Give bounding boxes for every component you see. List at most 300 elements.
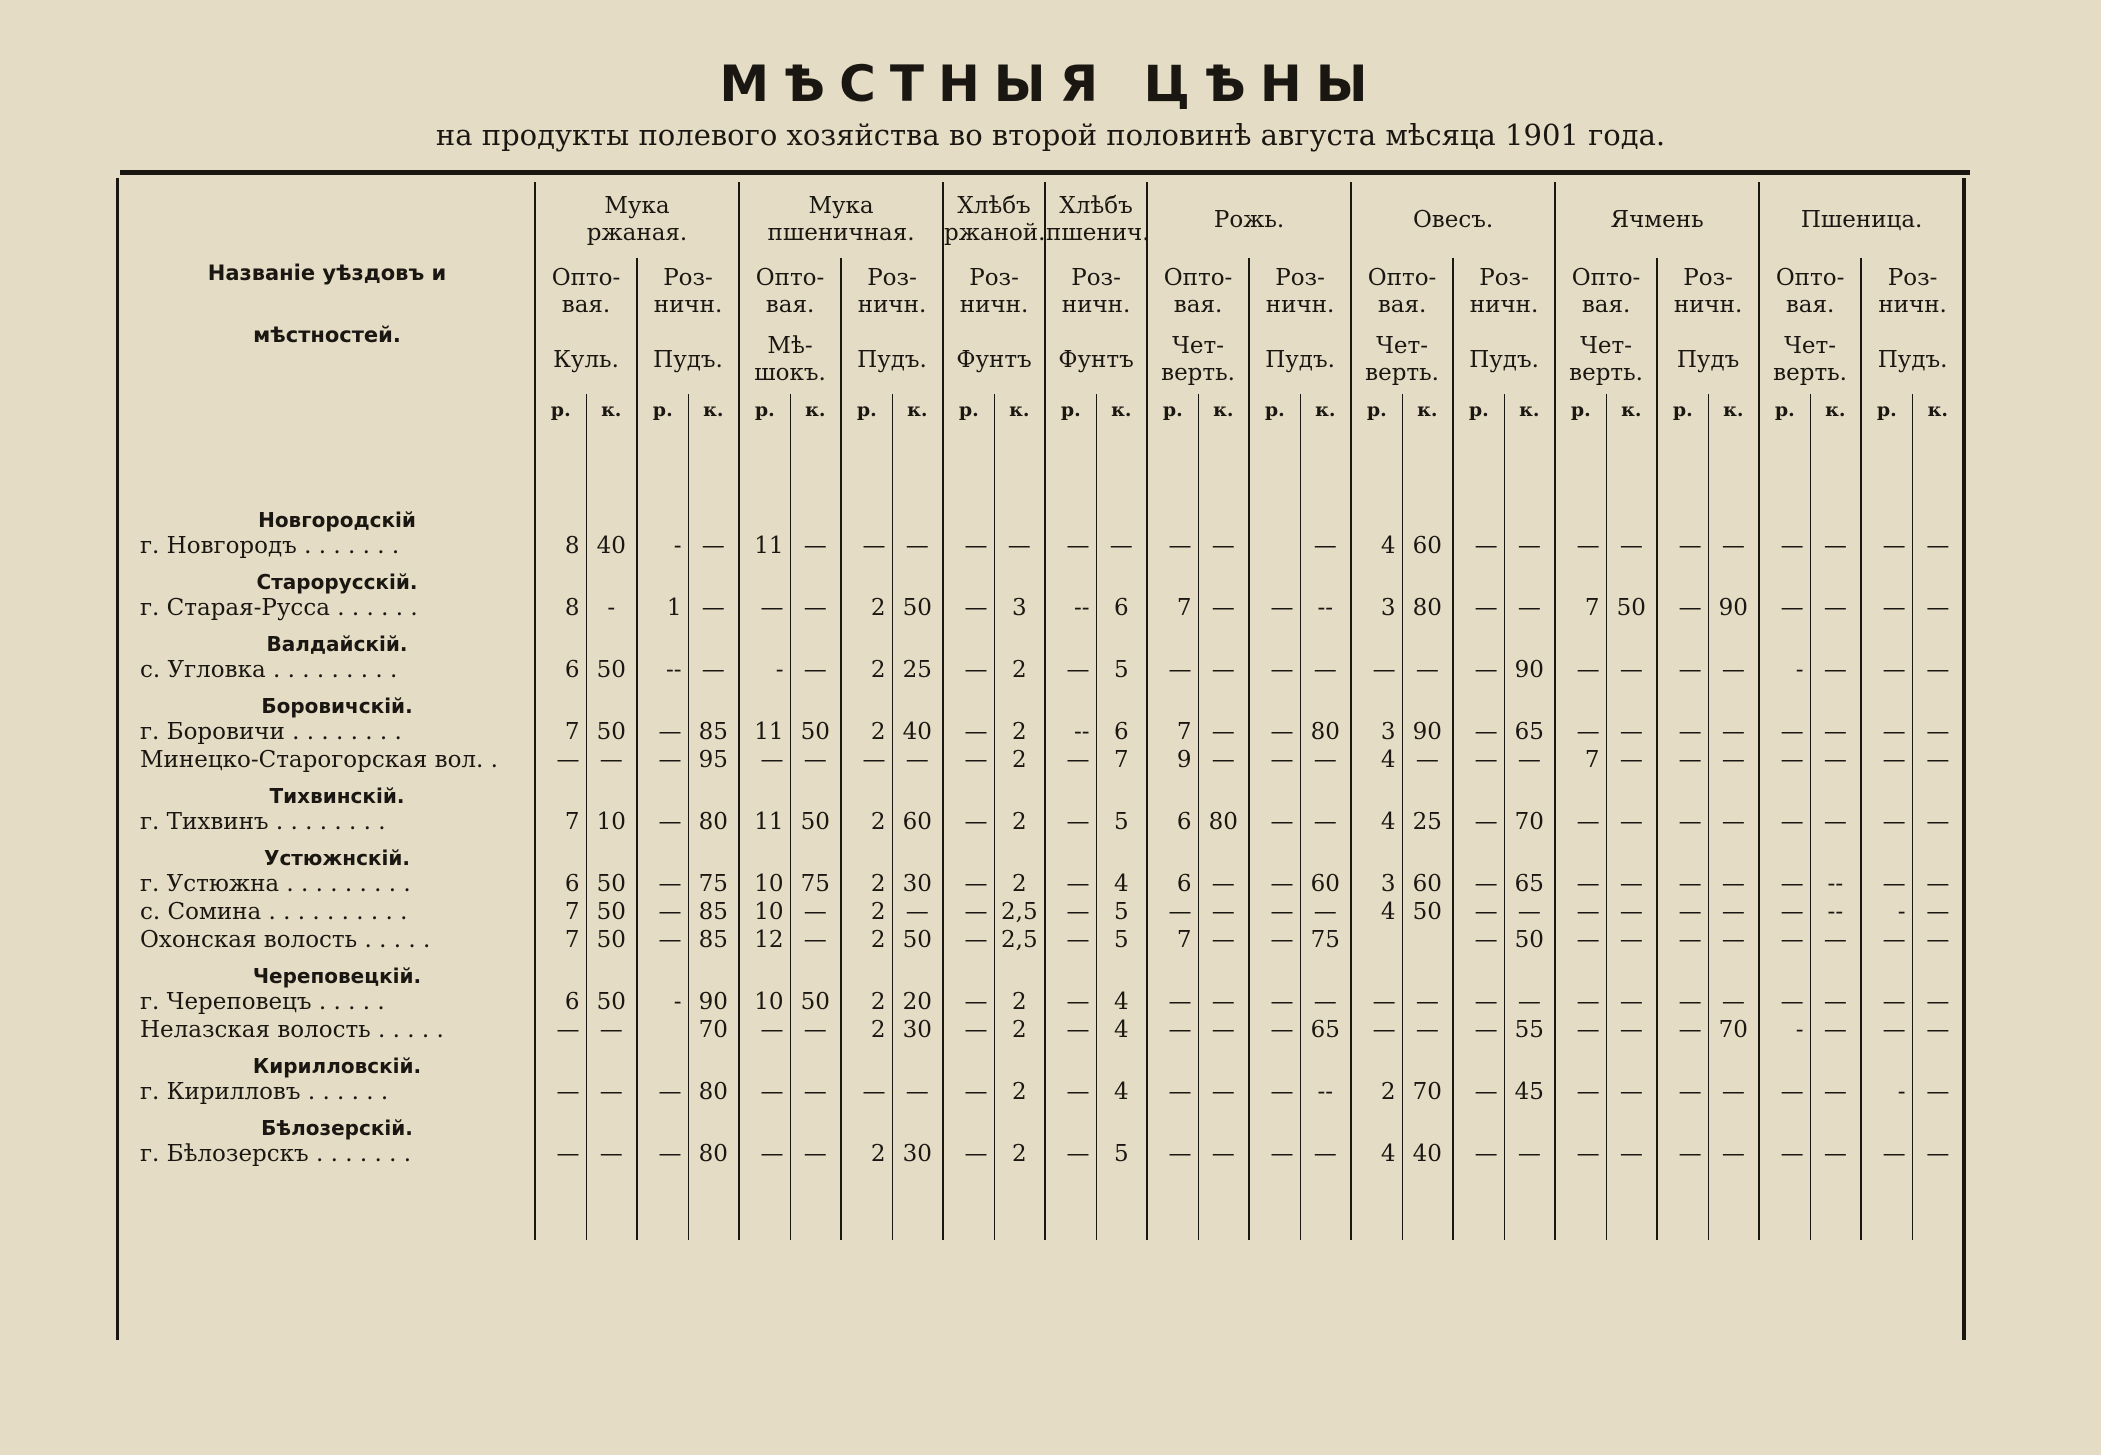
- rubles-cell: 11: [739, 718, 790, 746]
- kopecks-cell: [688, 1106, 739, 1140]
- rubles-cell: [1453, 774, 1504, 808]
- rubles-cell: —: [1045, 532, 1096, 560]
- rubles-cell: —: [1861, 1016, 1912, 1044]
- kopecks-cell: [1300, 1168, 1351, 1240]
- rubles-cell: [1045, 954, 1096, 988]
- rubles-cell: [841, 1044, 892, 1078]
- kopecks-header: к.: [1810, 394, 1861, 426]
- kopecks-cell: [688, 1168, 739, 1240]
- district-name: Валдайскій.: [266, 632, 408, 656]
- rubles-cell: —: [1759, 1078, 1810, 1106]
- rubles-cell: [1657, 498, 1708, 532]
- sale-type-header: Роз- ничн.: [943, 258, 1045, 326]
- kopecks-cell: [1504, 1168, 1555, 1240]
- kopecks-cell: [1096, 1106, 1147, 1140]
- rubles-cell: [1555, 498, 1606, 532]
- rubles-cell: [739, 1168, 790, 1240]
- rubles-cell: [1657, 560, 1708, 594]
- rubles-cell: 9: [1147, 746, 1198, 774]
- kopecks-header: к.: [1300, 394, 1351, 426]
- rubles-cell: [1453, 622, 1504, 656]
- kopecks-cell: —: [790, 656, 841, 684]
- rubles-cell: —: [535, 746, 586, 774]
- rubles-cell: —: [1045, 870, 1096, 898]
- table-row: [120, 656, 1963, 684]
- kopecks-cell: [586, 774, 637, 808]
- kopecks-cell: [1912, 498, 1963, 532]
- rubles-cell: [739, 836, 790, 870]
- rubles-cell: 2: [841, 1140, 892, 1168]
- kopecks-cell: 3: [994, 594, 1045, 622]
- kopecks-cell: [892, 1106, 943, 1140]
- kopecks-cell: [1300, 622, 1351, 656]
- kopecks-cell: —: [1606, 988, 1657, 1016]
- kopecks-cell: [1810, 498, 1861, 532]
- rubles-cell: [1861, 560, 1912, 594]
- kopecks-cell: [1300, 426, 1351, 498]
- rubles-cell: [1657, 836, 1708, 870]
- kopecks-cell: [1300, 836, 1351, 870]
- kopecks-cell: 2: [994, 656, 1045, 684]
- kopecks-cell: [994, 684, 1045, 718]
- rubles-cell: —: [1861, 718, 1912, 746]
- rubles-cell: [1555, 836, 1606, 870]
- kopecks-cell: [1300, 954, 1351, 988]
- rubles-cell: [841, 1106, 892, 1140]
- rubles-cell: [535, 774, 586, 808]
- table-row: [120, 988, 1963, 1016]
- kopecks-header: к.: [892, 394, 943, 426]
- rubles-cell: —: [739, 594, 790, 622]
- sale-type-header: Роз- ничн.: [1453, 258, 1555, 326]
- kopecks-cell: —: [1810, 808, 1861, 836]
- kopecks-header: к.: [1708, 394, 1759, 426]
- kopecks-cell: —: [1708, 1078, 1759, 1106]
- unit-header: Чет- верть.: [1759, 326, 1861, 394]
- kopecks-cell: [1402, 1106, 1453, 1140]
- kopecks-cell: 50: [790, 988, 841, 1016]
- rubles-cell: --: [1045, 718, 1096, 746]
- unit-header: Чет- верть.: [1351, 326, 1453, 394]
- rubles-cell: [1045, 426, 1096, 498]
- kopecks-cell: [1096, 498, 1147, 532]
- place-name: с. Угловка . . . . . . . . .: [140, 657, 398, 683]
- kopecks-cell: —: [1708, 718, 1759, 746]
- rubles-cell: [1759, 1044, 1810, 1078]
- product-header: Хлѣбъ ржаной.: [943, 182, 1045, 258]
- rubles-header: р.: [1147, 394, 1198, 426]
- kopecks-cell: —: [1402, 1016, 1453, 1044]
- rubles-cell: [1861, 1044, 1912, 1078]
- kopecks-cell: 25: [1402, 808, 1453, 836]
- rubles-header: р.: [1861, 394, 1912, 426]
- table-row: [120, 718, 1963, 746]
- rubles-cell: [1861, 684, 1912, 718]
- kopecks-cell: [688, 560, 739, 594]
- rubles-cell: [739, 774, 790, 808]
- rubles-cell: [1657, 1044, 1708, 1078]
- kopecks-cell: 90: [1402, 718, 1453, 746]
- kopecks-cell: —: [1708, 988, 1759, 1016]
- kopecks-cell: 2: [994, 746, 1045, 774]
- rubles-cell: 7: [1147, 718, 1198, 746]
- rubles-cell: [535, 836, 586, 870]
- rubles-cell: [1453, 684, 1504, 718]
- rubles-cell: [841, 774, 892, 808]
- rubles-cell: —: [1147, 656, 1198, 684]
- kopecks-cell: 85: [688, 898, 739, 926]
- kopecks-cell: 50: [790, 718, 841, 746]
- product-header: Рожь.: [1147, 182, 1351, 258]
- kopecks-cell: 50: [1606, 594, 1657, 622]
- kopecks-cell: —: [1708, 1140, 1759, 1168]
- rubles-cell: [1045, 1106, 1096, 1140]
- kopecks-cell: [586, 954, 637, 988]
- rubles-cell: 2: [841, 808, 892, 836]
- kopecks-cell: 2: [994, 1078, 1045, 1106]
- kopecks-cell: —: [1402, 988, 1453, 1016]
- rubles-cell: [1453, 954, 1504, 988]
- rubles-cell: 2: [841, 656, 892, 684]
- rubles-cell: —: [841, 1078, 892, 1106]
- district-name: Боровичскій.: [261, 694, 413, 718]
- kopecks-cell: [1504, 498, 1555, 532]
- kopecks-cell: 80: [1402, 594, 1453, 622]
- header-row-products: [120, 182, 1963, 258]
- rubles-cell: —: [1147, 1016, 1198, 1044]
- kopecks-cell: [1606, 560, 1657, 594]
- district-row: [120, 1044, 1963, 1078]
- kopecks-cell: 5: [1096, 926, 1147, 954]
- rubles-cell: [841, 498, 892, 532]
- rubles-cell: [739, 426, 790, 498]
- kopecks-cell: [892, 498, 943, 532]
- kopecks-cell: 40: [892, 718, 943, 746]
- rubles-cell: —: [943, 746, 994, 774]
- kopecks-cell: —: [1198, 746, 1249, 774]
- rubles-cell: —: [841, 746, 892, 774]
- rubles-cell: [1759, 1106, 1810, 1140]
- kopecks-cell: —: [1606, 1140, 1657, 1168]
- kopecks-cell: [1912, 774, 1963, 808]
- kopecks-cell: [688, 426, 739, 498]
- rubles-cell: —: [1453, 656, 1504, 684]
- rubles-cell: —: [535, 1078, 586, 1106]
- kopecks-cell: [1198, 684, 1249, 718]
- kopecks-cell: [1708, 1168, 1759, 1240]
- kopecks-cell: [586, 1168, 637, 1240]
- kopecks-cell: --: [1810, 898, 1861, 926]
- rubles-cell: [1759, 622, 1810, 656]
- kopecks-cell: 50: [586, 870, 637, 898]
- kopecks-cell: —: [1402, 746, 1453, 774]
- kopecks-cell: [1198, 622, 1249, 656]
- rubles-cell: 11: [739, 532, 790, 560]
- rubles-cell: —: [739, 1140, 790, 1168]
- rubles-cell: —: [1657, 898, 1708, 926]
- kopecks-cell: 90: [1708, 594, 1759, 622]
- rubles-cell: —: [1453, 718, 1504, 746]
- rubles-cell: [535, 1044, 586, 1078]
- rubles-cell: [841, 836, 892, 870]
- rubles-cell: [943, 954, 994, 988]
- rubles-cell: —: [1045, 746, 1096, 774]
- rubles-cell: [1453, 560, 1504, 594]
- kopecks-cell: [790, 560, 841, 594]
- kopecks-cell: 50: [790, 808, 841, 836]
- kopecks-cell: —: [1606, 1016, 1657, 1044]
- rubles-cell: —: [1759, 898, 1810, 926]
- kopecks-cell: [892, 560, 943, 594]
- kopecks-cell: 75: [1300, 926, 1351, 954]
- district-name: Кирилловскій.: [252, 1054, 422, 1078]
- kopecks-cell: [1912, 836, 1963, 870]
- kopecks-cell: —: [688, 594, 739, 622]
- kopecks-cell: —: [1198, 898, 1249, 926]
- kopecks-cell: [688, 954, 739, 988]
- rubles-cell: —: [1555, 926, 1606, 954]
- kopecks-cell: 5: [1096, 898, 1147, 926]
- rubles-cell: [1147, 684, 1198, 718]
- kopecks-cell: [1912, 560, 1963, 594]
- kopecks-cell: [1198, 836, 1249, 870]
- kopecks-cell: [1300, 774, 1351, 808]
- rubles-cell: —: [1759, 1140, 1810, 1168]
- rubles-cell: [1045, 684, 1096, 718]
- rubles-cell: —: [1249, 1078, 1300, 1106]
- kopecks-cell: 80: [1198, 808, 1249, 836]
- rubles-cell: —: [1351, 656, 1402, 684]
- kopecks-cell: —: [1708, 746, 1759, 774]
- rubles-cell: [1555, 426, 1606, 498]
- rubles-cell: —: [637, 898, 688, 926]
- rubles-cell: 10: [739, 870, 790, 898]
- kopecks-cell: [892, 1044, 943, 1078]
- product-header: Овесъ.: [1351, 182, 1555, 258]
- kopecks-cell: [586, 684, 637, 718]
- rubles-cell: —: [1249, 656, 1300, 684]
- rubles-cell: [1249, 622, 1300, 656]
- rubles-cell: —: [1555, 870, 1606, 898]
- unit-header: Фунтъ: [1045, 326, 1147, 394]
- rubles-cell: [1555, 954, 1606, 988]
- rubles-cell: [1861, 1168, 1912, 1240]
- kopecks-cell: 4: [1096, 1078, 1147, 1106]
- kopecks-cell: 50: [586, 926, 637, 954]
- rubles-cell: --: [637, 656, 688, 684]
- kopecks-cell: [1300, 1106, 1351, 1140]
- sale-type-header: Роз- ничн.: [1861, 258, 1963, 326]
- kopecks-cell: [1708, 1044, 1759, 1078]
- rubles-cell: 8: [535, 532, 586, 560]
- rubles-cell: —: [1045, 656, 1096, 684]
- rubles-cell: [1249, 774, 1300, 808]
- rubles-cell: —: [1249, 718, 1300, 746]
- rubles-cell: —: [1759, 594, 1810, 622]
- rubles-cell: [1351, 684, 1402, 718]
- rubles-cell: 7: [535, 718, 586, 746]
- kopecks-cell: [1402, 954, 1453, 988]
- rubles-cell: [943, 684, 994, 718]
- rubles-cell: 3: [1351, 870, 1402, 898]
- kopecks-cell: 65: [1300, 1016, 1351, 1044]
- rubles-cell: 6: [1147, 870, 1198, 898]
- kopecks-cell: [1810, 1044, 1861, 1078]
- kopecks-cell: --: [1300, 1078, 1351, 1106]
- rubles-cell: [1555, 684, 1606, 718]
- kopecks-cell: 2: [994, 808, 1045, 836]
- kopecks-cell: —: [790, 1140, 841, 1168]
- kopecks-cell: 5: [1096, 1140, 1147, 1168]
- kopecks-cell: —: [586, 1140, 637, 1168]
- rubles-cell: —: [637, 1140, 688, 1168]
- kopecks-cell: —: [790, 926, 841, 954]
- rubles-cell: —: [637, 746, 688, 774]
- district-row: [120, 684, 1963, 718]
- rubles-cell: [637, 1168, 688, 1240]
- rubles-cell: [1147, 836, 1198, 870]
- rubles-cell: —: [1555, 532, 1606, 560]
- kopecks-cell: —: [1708, 898, 1759, 926]
- kopecks-cell: —: [1198, 988, 1249, 1016]
- kopecks-cell: [994, 1106, 1045, 1140]
- kopecks-cell: 20: [892, 988, 943, 1016]
- kopecks-cell: [688, 1044, 739, 1078]
- kopecks-cell: —: [586, 746, 637, 774]
- rubles-cell: [1045, 498, 1096, 532]
- table-row: [120, 1140, 1963, 1168]
- kopecks-cell: —: [1606, 718, 1657, 746]
- rubles-cell: —: [637, 1078, 688, 1106]
- kopecks-cell: 65: [1504, 870, 1555, 898]
- kopecks-cell: —: [1912, 594, 1963, 622]
- title-rule: [120, 170, 1970, 175]
- rubles-cell: [739, 684, 790, 718]
- rubles-cell: 10: [739, 898, 790, 926]
- kopecks-cell: [1708, 622, 1759, 656]
- rubles-cell: —: [739, 1078, 790, 1106]
- table-row: [120, 808, 1963, 836]
- kopecks-cell: [688, 622, 739, 656]
- rubles-cell: [943, 774, 994, 808]
- kopecks-cell: 90: [688, 988, 739, 1016]
- rubles-cell: —: [943, 656, 994, 684]
- kopecks-cell: [1606, 1044, 1657, 1078]
- kopecks-cell: [1198, 498, 1249, 532]
- place-name: г. Кирилловъ . . . . . .: [140, 1079, 389, 1105]
- kopecks-cell: [1402, 560, 1453, 594]
- sale-type-header: Роз- ничн.: [1045, 258, 1147, 326]
- kopecks-cell: —: [892, 532, 943, 560]
- kopecks-header: к.: [994, 394, 1045, 426]
- kopecks-cell: 2: [994, 988, 1045, 1016]
- kopecks-cell: —: [1912, 898, 1963, 926]
- rubles-cell: —: [1453, 808, 1504, 836]
- kopecks-cell: 30: [892, 870, 943, 898]
- rubles-cell: —: [943, 594, 994, 622]
- district-name: Тихвинскій.: [269, 784, 405, 808]
- table-spacer-row: [120, 426, 1963, 498]
- rubles-cell: [1759, 774, 1810, 808]
- kopecks-cell: --: [1300, 594, 1351, 622]
- kopecks-cell: [1606, 622, 1657, 656]
- kopecks-cell: [1708, 560, 1759, 594]
- rubles-cell: —: [1249, 988, 1300, 1016]
- kopecks-cell: —: [1606, 808, 1657, 836]
- kopecks-cell: [1198, 1106, 1249, 1140]
- kopecks-cell: [1198, 954, 1249, 988]
- rubles-cell: —: [1351, 988, 1402, 1016]
- kopecks-cell: 5: [1096, 808, 1147, 836]
- unit-header: Пудъ: [1657, 326, 1759, 394]
- rubles-cell: —: [1045, 808, 1096, 836]
- kopecks-cell: [1198, 426, 1249, 498]
- kopecks-cell: [790, 498, 841, 532]
- kopecks-cell: [994, 774, 1045, 808]
- rubles-cell: —: [1045, 988, 1096, 1016]
- kopecks-cell: —: [1708, 808, 1759, 836]
- kopecks-cell: [1912, 1168, 1963, 1240]
- rubles-cell: [841, 1168, 892, 1240]
- rubles-cell: —: [1657, 656, 1708, 684]
- kopecks-cell: [1810, 684, 1861, 718]
- table-header: [120, 182, 1963, 426]
- kopecks-cell: [1300, 498, 1351, 532]
- table-row: [120, 1016, 1963, 1044]
- rubles-cell: 2: [841, 1016, 892, 1044]
- rubles-cell: [943, 622, 994, 656]
- table-row: [120, 870, 1963, 898]
- kopecks-header: к.: [1096, 394, 1147, 426]
- rubles-cell: 4: [1351, 808, 1402, 836]
- product-header: Пшеница.: [1759, 182, 1963, 258]
- kopecks-cell: [1096, 1168, 1147, 1240]
- kopecks-cell: [994, 1168, 1045, 1240]
- kopecks-cell: 85: [688, 926, 739, 954]
- rubles-cell: —: [1249, 898, 1300, 926]
- kopecks-cell: [688, 684, 739, 718]
- kopecks-cell: —: [1810, 594, 1861, 622]
- kopecks-cell: [1504, 836, 1555, 870]
- rubles-cell: [637, 1044, 688, 1078]
- tail-name-cell: [120, 1168, 535, 1240]
- rubles-cell: —: [943, 1078, 994, 1106]
- rubles-cell: [637, 1016, 688, 1044]
- rubles-cell: 4: [1351, 532, 1402, 560]
- kopecks-cell: —: [892, 746, 943, 774]
- kopecks-cell: [1096, 774, 1147, 808]
- district-row: [120, 954, 1963, 988]
- rubles-cell: [1147, 426, 1198, 498]
- rubles-cell: [1351, 560, 1402, 594]
- product-header: Ячмень: [1555, 182, 1759, 258]
- rubles-cell: 4: [1351, 1140, 1402, 1168]
- kopecks-cell: —: [1300, 898, 1351, 926]
- rubles-cell: -: [1861, 1078, 1912, 1106]
- rubles-cell: —: [1453, 594, 1504, 622]
- district-name: Череповецкій.: [252, 964, 422, 988]
- kopecks-cell: —: [1198, 1016, 1249, 1044]
- kopecks-cell: [1504, 560, 1555, 594]
- kopecks-cell: —: [1300, 1140, 1351, 1168]
- rubles-cell: —: [1657, 594, 1708, 622]
- unit-header: Куль.: [535, 326, 637, 394]
- kopecks-cell: [1402, 1044, 1453, 1078]
- rubles-cell: —: [1555, 808, 1606, 836]
- rubles-cell: [1249, 1106, 1300, 1140]
- rubles-header: р.: [1657, 394, 1708, 426]
- kopecks-cell: [790, 426, 841, 498]
